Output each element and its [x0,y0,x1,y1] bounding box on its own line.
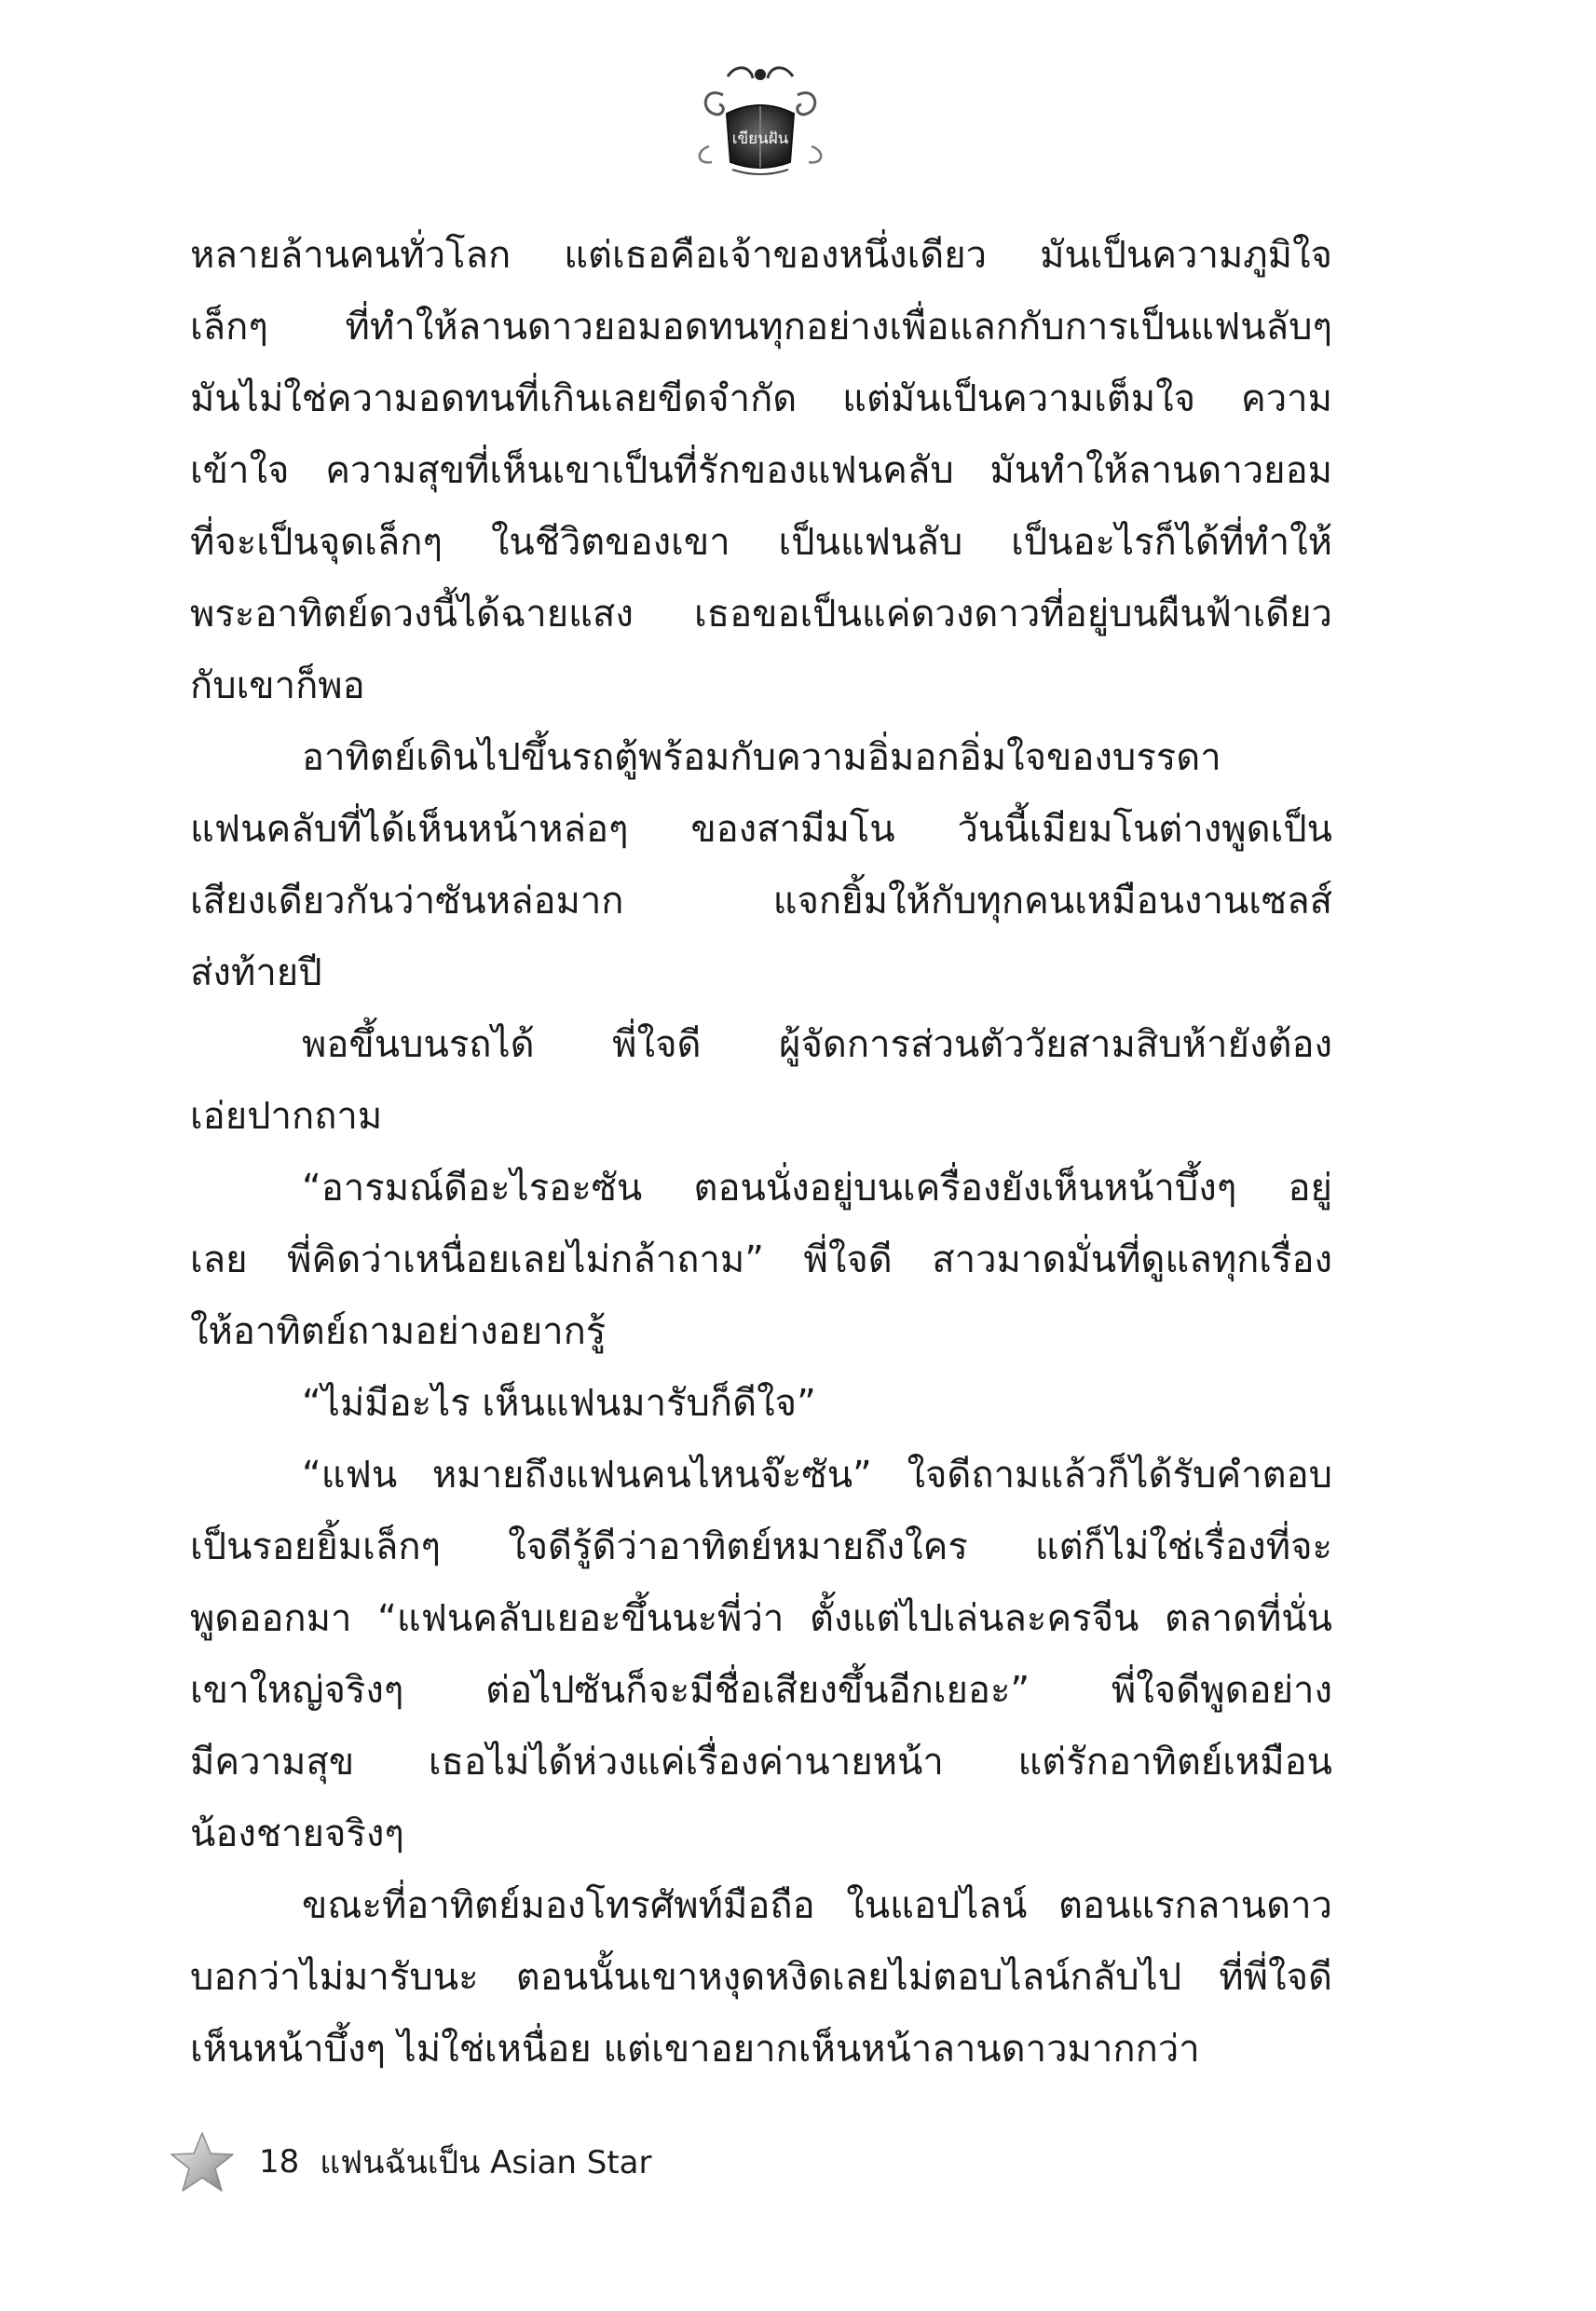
book-title: แฟนฉันเป็น Asian Star [320,2144,652,2181]
text-line: กับเขาก็พอ [190,664,365,707]
text-line: เห็นหน้าบึ้งๆ ไม่ใช่เหนื่อย แต่เขาอยากเห็นหน้าลานดาวมากกว่า [190,2028,1200,2071]
text-line: เข้าใจ ความสุขที่เห็นเขาเป็นที่รักของแฟนคลับ มันทำให้ลานดาวยอม [190,449,1332,492]
text-line: ให้อาทิตย์ถามอย่างอยากรู้ [190,1310,607,1353]
text-line: เอ่ยปากถาม [190,1095,383,1138]
text-line: หลายล้านคนทั่วโลก แต่เธอคือเจ้าของหนึ่งเดียว มันเป็นความภูมิใจ [190,234,1332,277]
text-line: มีความสุข เธอไม่ได้ห่วงแค่เรื่องค่านายหน้า แต่รักอาทิตย์เหมือน [190,1741,1332,1784]
publisher-logo [686,58,835,181]
text-line: พระอาทิตย์ดวงนี้ได้ฉายแสง เธอขอเป็นแค่ดวงดาวที่อยู่บนผืนฟ้าเดียว [190,593,1332,636]
text-line: น้องชายจริงๆ [190,1812,404,1855]
text-line: เล็กๆ ที่ทำให้ลานดาวยอมอดทนทุกอย่างเพื่อแลกกับการเป็นแฟนลับๆ [190,306,1332,349]
text-line: เป็นรอยยิ้มเล็กๆ ใจดีรู้ดีว่าอาทิตย์หมายถึงใคร แต่ก็ไม่ใช่เรื่องที่จะ [190,1525,1332,1568]
text-line: เขาใหญ่จริงๆ ต่อไปซันก็จะมีชื่อเสียงขึ้นอีกเยอะ” พี่ใจดีพูดอย่าง [190,1669,1332,1712]
text-line: ที่จะเป็นจุดเล็กๆ ในชีวิตของเขา เป็นแฟนลับ เป็นอะไรก็ได้ที่ทำให้ [190,521,1332,564]
text-line: มันไม่ใช่ความอดทนที่เกินเลยขีดจำกัด แต่มันเป็นความเต็มใจ ความ [190,377,1332,420]
text-line: “อารมณ์ดีอะไรอะซัน ตอนนั่งอยู่บนเครื่องยังเห็นหน้าบึ้งๆ อยู่ [302,1167,1332,1210]
text-line: “ไม่มีอะไร เห็นแฟนมารับก็ดีใจ” [302,1382,816,1425]
logo-text: เขียนฝัน [731,130,789,148]
page-footer [170,2126,652,2197]
text-line: ส่งท้ายปี [190,951,322,994]
text-line: “แฟน หมายถึงแฟนคนไหนจ๊ะซัน” ใจดีถามแล้วก็ได้รับคำตอบ [302,1454,1332,1497]
text-line: ขณะที่อาทิตย์มองโทรศัพท์มือถือ ในแอปไลน์ ตอนแรกลานดาว [302,1884,1332,1927]
text-line: พอขึ้นบนรถได้ พี่ใจดี ผู้จัดการส่วนตัววัยสามสิบห้ายังต้อง [302,1023,1332,1066]
text-line: เสียงเดียวกันว่าซันหล่อมาก แจกยิ้มให้กับทุกคนเหมือนงานเซลส์ [190,880,1332,923]
text-line: แฟนคลับที่ได้เห็นหน้าหล่อๆ ของสามีมโน วันนี้เมียมโนต่างพูดเป็น [190,808,1332,851]
text-line: อาทิตย์เดินไปขึ้นรถตู้พร้อมกับความอิ่มอกอิ่มใจของบรรดา [302,736,1221,779]
publisher-crest-logo [686,58,835,181]
star-icon [170,2131,235,2193]
text-line: บอกว่าไม่มารับนะ ตอนนั้นเขาหงุดหงิดเลยไม่ตอบไลน์กลับไป ที่พี่ใจดี [190,1956,1332,1999]
text-line: เลย พี่คิดว่าเหนื่อยเลยไม่กล้าถาม” พี่ใจดี สาวมาดมั่นที่ดูแลทุกเรื่อง [190,1238,1332,1281]
body-text [190,220,1332,2085]
text-line: พูดออกมา “แฟนคลับเยอะขึ้นนะพี่ว่า ตั้งแต่ไปเล่นละครจีน ตลาดที่นั่น [190,1597,1332,1640]
page-number: 18 [259,2143,300,2181]
